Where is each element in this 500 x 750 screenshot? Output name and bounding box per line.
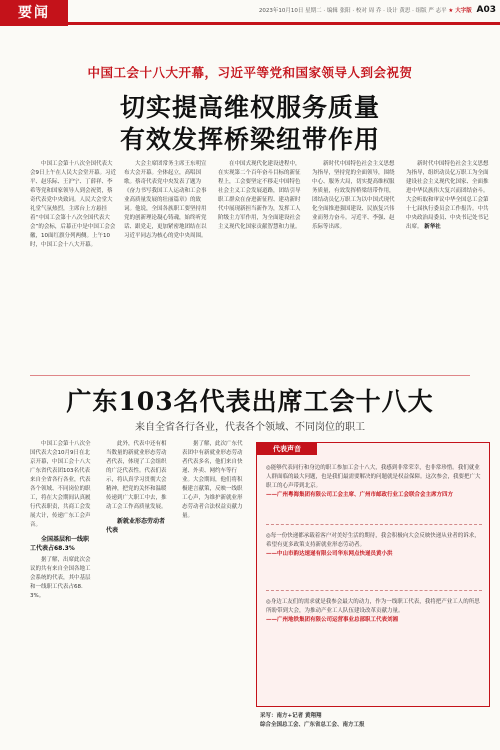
article-divider [30, 375, 470, 376]
article1-body [30, 160, 492, 370]
voice-divider-2 [266, 590, 482, 591]
page-header [0, 0, 500, 26]
voice-quote-2-text: ◎每一份快递都承载着客户对美好生活的期待，我会积极向大会反映快递从业者的诉求，希望有更多政策支持新就业形态劳动者。 [266, 533, 480, 548]
credit-line-1: 采写：南方+记者 黄翔翔 [260, 713, 322, 719]
article1-col-4: 新时代中国特色社会主义思想为指导，坚持党的全面领导，围绕中心、服务大局，切实提高维权服务质量，有效发挥桥梁纽带作用，团结动员亿万职工为以中国式现代化全面推进强国建设、民族复兴伟业而努力奋斗。习近平、李强、赵乐际等出席。 [312, 161, 395, 230]
article2-col-1 [30, 440, 94, 745]
article1-col-1: 中国工会第十八次全国代表大会9日上午在人民大会堂开幕。习近平、赵乐际、王沪宁、丁薛祥、李希等党和国家领导人到会祝贺，蔡奇代表党中央致词。人民大会堂大礼堂气氛热烈，主席台上方悬挂着“中国工会第十八次全国代表大会”的会标，后幕正中是中国工会会徽，10面红旗分列两侧。上午10时，中国工会十八大开幕。 [30, 161, 116, 248]
voice-quote-1 [266, 464, 482, 500]
article1-headline-2: 有效发挥桥梁纽带作用 [119, 125, 380, 154]
article2-col-1b-text: 据了解，出席此次会议的共有来自全国各地工会系统的代表，其中基层和一线职工代表占68.3%。 [30, 557, 91, 599]
edition-label: ★ 大字版 [448, 8, 472, 14]
voice-quote-3-attr: ——广州地铁集团有限公司运营事业总部职工代表刘湘 [266, 617, 399, 623]
voice-divider-1 [266, 524, 482, 525]
article2-col-1-text: 中国工会第十八次全国代表大会10月9日在北京开幕，中国工会十八大广东省代表团103名代表来自全省各行各业，代表各个领域、不同岗位的职工，将在大会期间认真履行代表职责，共商工会发展大计，传递广东工会声音。 [30, 441, 91, 528]
voice-quote-2-attr: ——中山市韵达速递有限公司华东网点快递员黄小洪 [266, 551, 393, 557]
article1-kicker: 中国工会十八大开幕，习近平等党和国家领导人到会祝贺 [87, 65, 413, 80]
article2-col-2 [106, 440, 170, 745]
article2-subhead-1: 全国基层和一线职工代表占68.3% [30, 536, 90, 552]
article1-headline-1: 切实提高维权服务质量 [119, 93, 380, 122]
section-tab: 要闻 [0, 0, 68, 26]
article2-col-3-text: 据了解，此次广东代表团中有新就业形态劳动者代表多名，他们来自快递、外卖、网约车等行业。大会期间，他们将积极建言献策，反映一线职工心声，为维护新就业形态劳动者合法权益贡献力量。 [182, 441, 243, 519]
article2-body [30, 440, 250, 745]
voice-quote-1-text: ◎能够代表同行和身边的职工参加工会十八大，我感到非常荣幸，也非常珍惜。我们就业人群面临的最大问题，也是我们最需要解决的问题就是权益保障。这次参会，我要把广大职工的心声带到北京。 [266, 465, 481, 489]
article1-col-5-text: 新时代中国特色社会主义思想为指导，组织动员亿万职工为全面建设社会主义现代化国家、全面推进中华民族伟大复兴而团结奋斗。大会听取和审议中华全国总工会第十七届执行委员会工作报告。中共中央政治局委员、中央书记处书记出席。 [406, 161, 489, 230]
header-info [259, 5, 496, 15]
article2-col-2-text: 此外，代表中还有相当数量的新就业形态劳动者代表，体现了工会组织的广泛代表性。代表们表示，将认真学习贯彻大会精神，把党的关怀和温暖传递到广大职工中去，推动工会工作高质量发展。 [106, 441, 167, 510]
voices-title: 代表声音 [257, 443, 317, 455]
article1-col-5 [406, 160, 492, 370]
page-number: A03 [476, 5, 496, 15]
voice-quote-3-text: ◎身边工友们的需求就是我参会最大的动力，作为一线职工代表，我将把产业工人的所思所盼带到大会，为推动产业工人队伍建设改革贡献力量。 [266, 599, 480, 614]
article2-subhead-2: 新就业形态劳动者代表 [106, 518, 166, 534]
article1-col-2: 大会主席团常务主席王东明宣布大会开幕。全体起立，高唱国歌。蔡奇代表党中央发表了题为《奋力书写我国工人运动和工会事业高质量发展的壮丽篇章》的致词。他说，全国各族职工要坚持用党的创新理论凝心铸魂，始终听党话、跟党走，更加紧密地团结在以习近平同志为核心的党中央周围。 [124, 161, 207, 239]
header-rule [68, 22, 500, 25]
voice-quote-3 [266, 598, 482, 625]
article1-byline: 新华社 [424, 224, 441, 230]
voice-quote-1-attr: ——广州粤海集团有限公司工会主席、广州市邮政行业工会联合会主席方四方 [266, 492, 454, 498]
credit-line-2: 综合全国总工会、广东省总工会、南方工报 [260, 722, 365, 728]
article2-headline: 广东103名代表出席工会十八大 [66, 387, 434, 416]
voice-quote-2 [266, 532, 482, 559]
article2-subtitle: 来自全省各行各业，代表各个领域、不同岗位的职工 [135, 422, 365, 433]
article1-col-3: 在中国式现代化建设进程中，在实现第二个百年奋斗目标的新征程上，工会要坚定不移走中国特色社会主义工会发展道路，团结引导职工群众在奋进新征程、建功新时代中展现新担当新作为，发挥工人阶级主力军作用，为全面建设社会主义现代化国家贡献智慧和力量。 [218, 161, 301, 230]
article2-col-3 [182, 440, 246, 745]
credit-block [260, 712, 490, 730]
date-info: 2023年10月10日 星期二 · 编辑 张阳 · 校对 周 乔 · 设计 黄思 · 组版 严 志平 [258, 8, 447, 14]
voices-box [256, 442, 490, 707]
